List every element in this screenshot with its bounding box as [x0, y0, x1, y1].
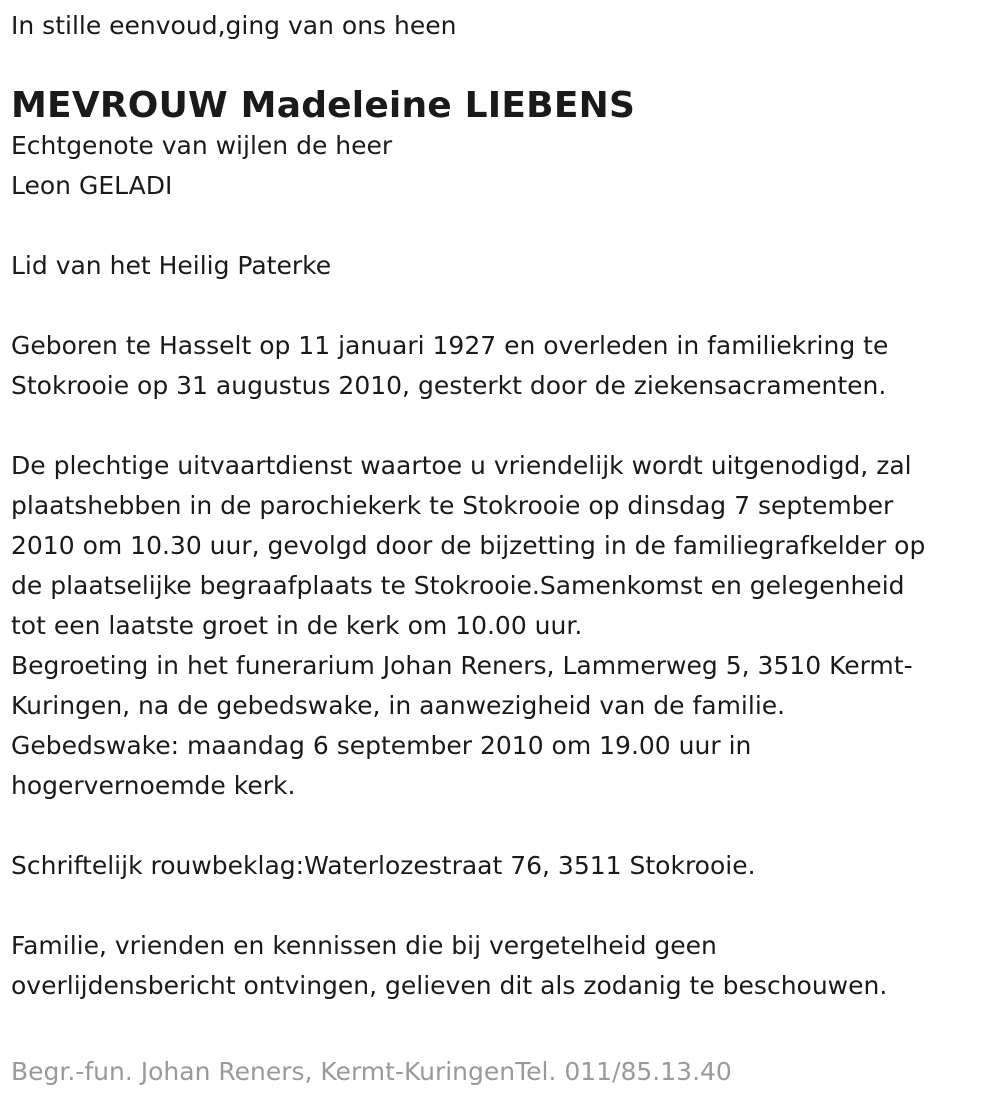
birth-death-paragraph — [11, 326, 986, 406]
deceased-name: MEVROUW Madeleine LIEBENS — [11, 85, 636, 126]
service-paragraph — [11, 446, 986, 806]
paragraph-line: Kuringen, na de gebedswake, in aanwezigheid van de familie. — [11, 691, 786, 720]
intro-text: In stille eenvoud,ging van ons heen — [11, 11, 457, 40]
spouse-line-2: Leon GELADI — [11, 171, 173, 200]
paragraph-line: 2010 om 10.30 uur, gevolgd door de bijzetting in de familiegrafkelder op — [11, 531, 926, 560]
spouse-line-1: Echtgenote van wijlen de heer — [11, 131, 393, 160]
paragraph-line: Geboren te Hasselt op 11 januari 1927 en overleden in familiekring te — [11, 331, 889, 360]
death-notice — [11, 6, 986, 1046]
paragraph-line: overlijdensbericht ontvingen, gelieven dit als zodanig te beschouwen. — [11, 971, 888, 1000]
paragraph-line: Stokrooie op 31 augustus 2010, gesterkt door de ziekensacramenten. — [11, 371, 887, 400]
membership-text: Lid van het Heilig Paterke — [11, 251, 332, 280]
paragraph-line: De plechtige uitvaartdienst waartoe u vriendelijk wordt uitgenodigd, zal — [11, 451, 912, 480]
paragraph-line: de plaatselijke begraafplaats te Stokrooie.Samenkomst en gelegenheid — [11, 571, 905, 600]
funeral-home-footer: Begr.-fun. Johan Reners, Kermt-KuringenTel. 011/85.13.40 — [11, 1057, 732, 1086]
paragraph-line: Familie, vrienden en kennissen die bij vergetelheid geen — [11, 931, 717, 960]
closing-paragraph — [11, 926, 986, 1006]
paragraph-line: plaatshebben in de parochiekerk te Stokrooie op dinsdag 7 september — [11, 491, 894, 520]
paragraph-line: Gebedswake: maandag 6 september 2010 om 19.00 uur in — [11, 731, 752, 760]
condolence-address: Schriftelijk rouwbeklag:Waterlozestraat 76, 3511 Stokrooie. — [11, 851, 756, 880]
paragraph-line: Begroeting in het funerarium Johan Reners, Lammerweg 5, 3510 Kermt- — [11, 651, 913, 680]
paragraph-line: tot een laatste groet in de kerk om 10.00 uur. — [11, 611, 583, 640]
paragraph-line: hogervernoemde kerk. — [11, 771, 296, 800]
